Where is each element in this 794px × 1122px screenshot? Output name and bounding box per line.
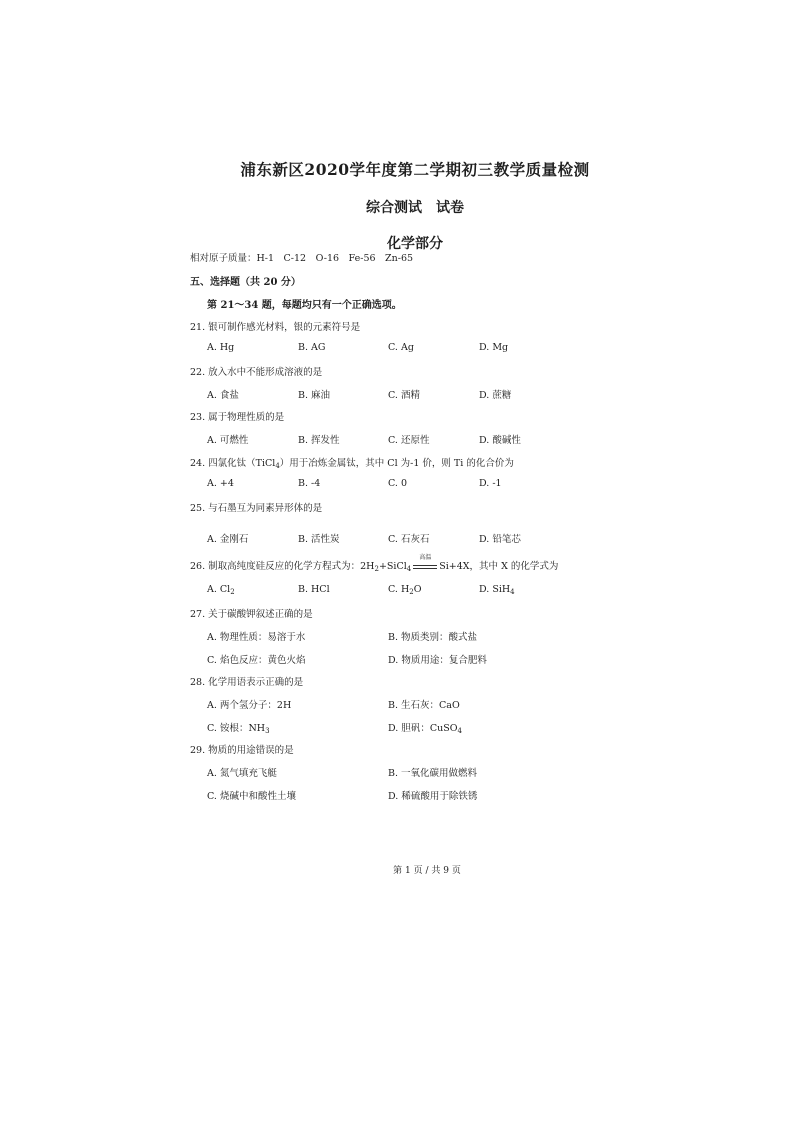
question-24-subscript: 4: [275, 462, 280, 470]
option-subscript: 3: [265, 727, 270, 735]
part-title: 化学部分: [387, 236, 443, 252]
question-21-option-c: C. Ag: [388, 342, 414, 353]
question-22-option-a: A. 食盐: [207, 390, 239, 401]
question-24-option-d: D. -1: [479, 478, 502, 489]
question-25-option-d: D. 铅笔芯: [479, 534, 521, 545]
question-26-option-a: [207, 584, 235, 596]
question-28-option-b: [388, 697, 460, 712]
question-22-stem: 22. 放入水中不能形成溶液的是: [190, 367, 323, 378]
option-text: D. SiH: [479, 584, 511, 595]
question-23-option-d: D. 酸碱性: [479, 435, 521, 446]
option-subscript: 2: [409, 588, 414, 596]
question-22-option-c: C. 酒精: [388, 390, 420, 401]
question-21-option-d: D. Mg: [479, 342, 509, 353]
question-21-option-a: A. Hg: [207, 342, 235, 353]
question-25-stem: 25. 与石墨互为同素异形体的是: [190, 503, 323, 514]
question-25-option-a: A. 金刚石: [207, 534, 249, 545]
question-28-stem: 28. 化学用语表示正确的是: [190, 677, 304, 688]
option-subscript: 4: [457, 727, 462, 735]
option-subscript: 4: [510, 588, 515, 596]
section-heading: 五、选择题（共 20 分）: [190, 277, 301, 288]
question-27-option-b: B. 物质类别：酸式盐: [388, 632, 478, 643]
question-29-stem: 29. 物质的用途错误的是: [190, 745, 294, 756]
exam-subtitle: 综合测试 试卷: [366, 200, 464, 216]
question-24-option-a: A. +4: [207, 478, 234, 489]
question-26-stem: [190, 554, 559, 573]
section-instruction: 第 21～34 题，每题均只有一个正确选项。: [207, 300, 402, 311]
question-29-option-c: C. 烧碱中和酸性土壤: [207, 791, 296, 802]
question-24-option-b: B. -4: [298, 478, 321, 489]
exam-title: 浦东新区2020学年度第二学期初三教学质量检测: [240, 160, 590, 179]
option-text: A. Cl: [207, 584, 231, 595]
option-text: C. 铵根：NH: [207, 723, 266, 734]
question-27-option-a: A. 物理性质：易溶于水: [207, 632, 306, 643]
question-23-option-c: C. 还原性: [388, 435, 430, 446]
question-24-stem: [190, 455, 514, 470]
question-23-stem: 23. 属于物理性质的是: [190, 412, 285, 423]
option-text: A. 两个氢分子：2H: [207, 700, 292, 711]
question-23-option-b: B. 挥发性: [298, 435, 340, 446]
question-24-option-c: C. 0: [388, 478, 408, 489]
question-22-option-b: B. 麻油: [298, 390, 331, 401]
question-24-stem-part: ）用于冶炼金属钛，其中 Cl 为-1 价，则 Ti 的化合价为: [279, 458, 514, 469]
double-line-equals: [413, 565, 437, 569]
question-26-stem-part: 26. 制取高纯度硅反应的化学方程式为：2H: [190, 561, 375, 572]
option-text: B. 生石灰：CaO: [388, 700, 460, 711]
question-27-option-d: D. 物质用途：复合肥料: [388, 655, 487, 666]
question-21-stem: 21. 银可制作感光材料，银的元素符号是: [190, 322, 361, 333]
question-23-option-a: A. 可燃性: [207, 435, 249, 446]
question-26-option-b: [298, 584, 330, 596]
option-text: C. H: [388, 584, 410, 595]
question-21-option-b: B. AG: [298, 342, 326, 353]
question-22-option-d: D. 蔗糖: [479, 390, 512, 401]
question-29-option-a: A. 氮气填充飞艇: [207, 768, 277, 779]
relative-atomic-masses: 相对原子质量：H-1 C-12 O-16 Fe-56 Zn-65: [190, 253, 414, 264]
question-26-stem-part: +SiCl: [378, 561, 407, 572]
question-27-stem: 27. 关于碳酸钾叙述正确的是: [190, 609, 313, 620]
question-28-option-a: [207, 697, 291, 712]
question-27-option-c: C. 焰色反应：黄色火焰: [207, 655, 306, 666]
reaction-condition-arrow: [411, 554, 439, 572]
question-28-option-c: [207, 720, 270, 735]
question-28-option-d: [388, 720, 462, 735]
title-block: [0, 158, 794, 253]
question-25-option-c: C. 石灰石: [388, 534, 430, 545]
reaction-condition-label: 高温: [419, 554, 432, 561]
option-subscript: 2: [230, 588, 235, 596]
page-footer: 第 1 页 / 共 9 页: [393, 866, 461, 876]
question-24-stem-part: 24. 四氯化钛（TiCl: [190, 458, 276, 469]
question-26-option-c: [388, 584, 422, 596]
option-text: D. 胆矾：CuSO: [388, 723, 458, 734]
option-text: B. HCl: [298, 584, 330, 595]
option-text: O: [413, 584, 422, 595]
question-29-option-b: B. 一氧化碳用做燃料: [388, 768, 478, 779]
question-26-stem-part: Si+4X，其中 X 的化学式为: [439, 561, 559, 572]
question-26-option-d: [479, 584, 515, 596]
question-29-option-d: D. 稀硫酸用于除铁锈: [388, 791, 478, 802]
question-26-subscript: 4: [406, 565, 412, 573]
question-25-option-b: B. 活性炭: [298, 534, 340, 545]
question-26-subscript: 2: [374, 565, 379, 573]
